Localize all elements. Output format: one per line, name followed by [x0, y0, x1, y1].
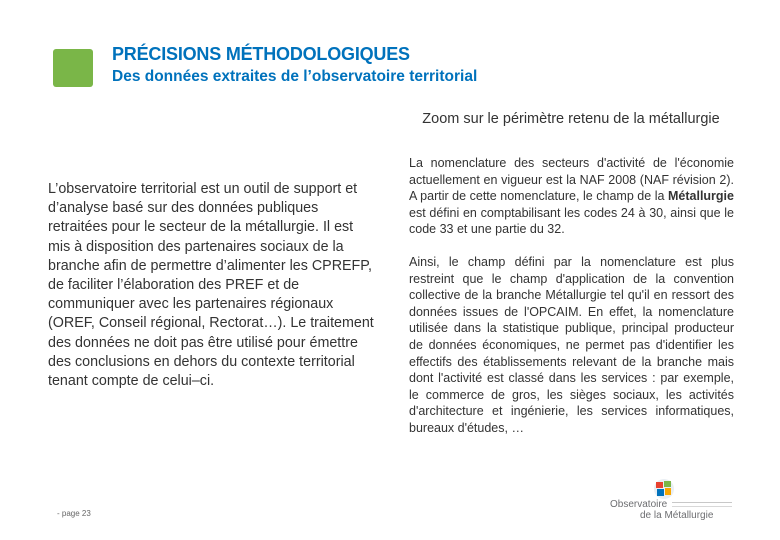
logo-text-line-1: Observatoire: [610, 499, 668, 510]
left-paragraph: [48, 180, 378, 391]
logo-tagline-line: [672, 502, 732, 503]
right-column: [409, 155, 734, 453]
logo-tagline-line-2: [672, 506, 732, 507]
observatoire-logo: [608, 478, 738, 523]
page-title: PRÉCISIONS MÉTHODOLOGIQUES: [112, 44, 410, 64]
p1-bold-term: Métallurgie: [668, 189, 734, 204]
zoom-heading: Zoom sur le périmètre retenu de la métallurgie: [422, 111, 720, 127]
left-paragraph-strong: L’observatoire territorial: [48, 181, 197, 197]
logo-text-line-2: de la Métallurgie: [640, 510, 714, 521]
p1-text-after: est défini en comptabilisant les codes 24 à 30, ainsi que le code 33 et une partie du 32.: [409, 205, 734, 237]
right-paragraph-2: Ainsi, le champ défini par la nomenclature est plus restreint que le champ d'application de la convention collective de la branche Métallurgie tel qu'il en ressort des données issues de l'OPCAIM. En effet, la nomenclature utilisée dans la statistique publique, principal producteur de données économiques, ne permet pas d'identifier les effectifs des établissements relevant de la branche mais dont l'activité est classé dans les services : par exemple, le commerce de gros, les sièges sociaux, les activités d'architecture et ingénierie, les services informatiques, bureaux d'études, …: [409, 254, 734, 435]
page-subtitle: Des données extraites de l’observatoire territorial: [112, 68, 478, 85]
page-number: - page 23: [57, 509, 91, 518]
left-paragraph-body: est un outil de support et d’analyse basé sur des données publiques retraitées pour le secteur de la métallurgie. Il est mis à disposition des partenaires sociaux de la branche afin de permettre d’alimenter les CPREFP, de faciliter l’élaboration des PREF et de communiquer avec les partenaires régionaux (OREF, Conseil régional, Rectorat…). Le traitement des données ne doit pas être utilisé pour émettre des conclusions en dehors du contexte territorial tenant compte de celui–ci.: [48, 181, 374, 390]
p1-text-before: La nomenclature des secteurs d'activité de l'économie actuellement en vigueur est la NAF 2008 (NAF révision 2). A partir de cette nomenclature, le champ de la: [409, 156, 734, 204]
right-paragraph-1: [409, 155, 734, 238]
logo-mark-icon: [652, 478, 676, 500]
accent-square: [53, 49, 93, 87]
